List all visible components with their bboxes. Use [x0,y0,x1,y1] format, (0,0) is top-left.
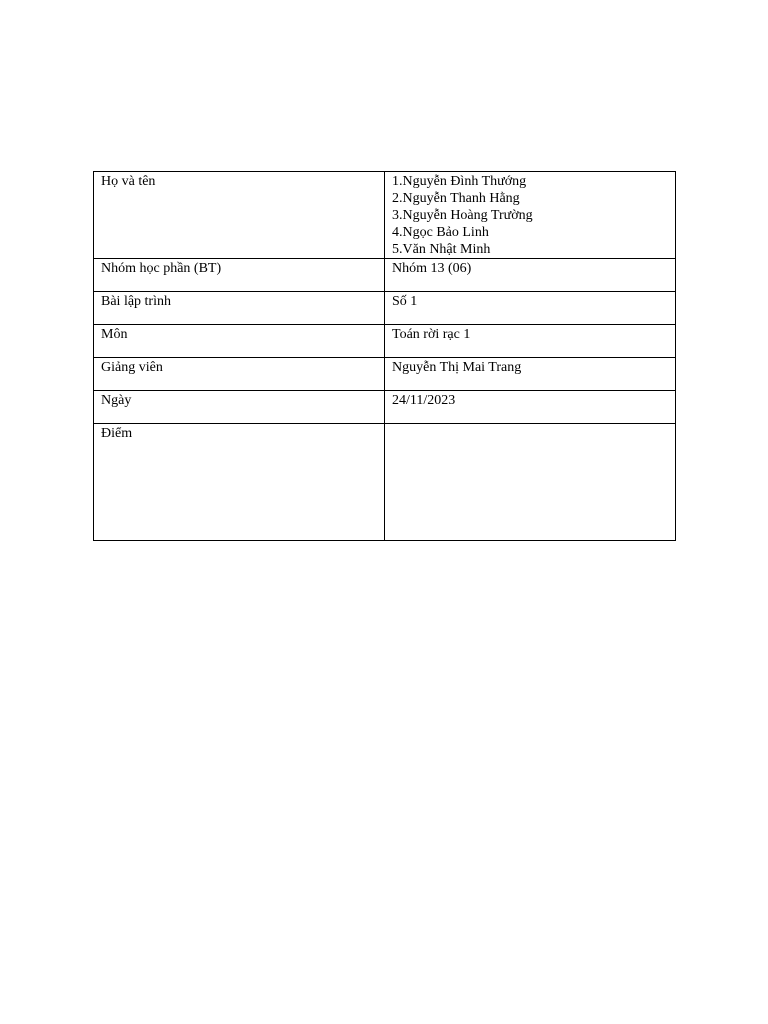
value-score [385,424,676,541]
label-score: Điểm [94,424,385,541]
table-row-lecturer [94,358,676,391]
table-row-score [94,424,676,541]
info-table [93,171,676,541]
label-subject: Môn [94,325,385,358]
value-group: Nhóm 13 (06) [385,259,676,292]
member-3: 3.Nguyễn Hoàng Trường [392,208,533,223]
label-assignment: Bài lập trình [94,292,385,325]
table-row-date [94,391,676,424]
table-row-assignment [94,292,676,325]
members-cell [385,172,676,259]
member-1: 1.Nguyễn Đình Thướng [392,174,527,189]
table-row-name [94,172,676,259]
label-date: Ngày [94,391,385,424]
member-5: 5.Văn Nhật Minh [392,242,491,257]
table-row-subject [94,325,676,358]
label-lecturer: Giảng viên [94,358,385,391]
member-2: 2.Nguyễn Thanh Hằng [392,191,520,206]
label-name: Họ và tên [94,172,385,259]
label-group: Nhóm học phần (BT) [94,259,385,292]
value-lecturer: Nguyễn Thị Mai Trang [385,358,676,391]
member-4: 4.Ngọc Bảo Linh [392,225,489,240]
value-date: 24/11/2023 [385,391,676,424]
value-assignment: Số 1 [385,292,676,325]
value-subject: Toán rời rạc 1 [385,325,676,358]
table-row-group [94,259,676,292]
